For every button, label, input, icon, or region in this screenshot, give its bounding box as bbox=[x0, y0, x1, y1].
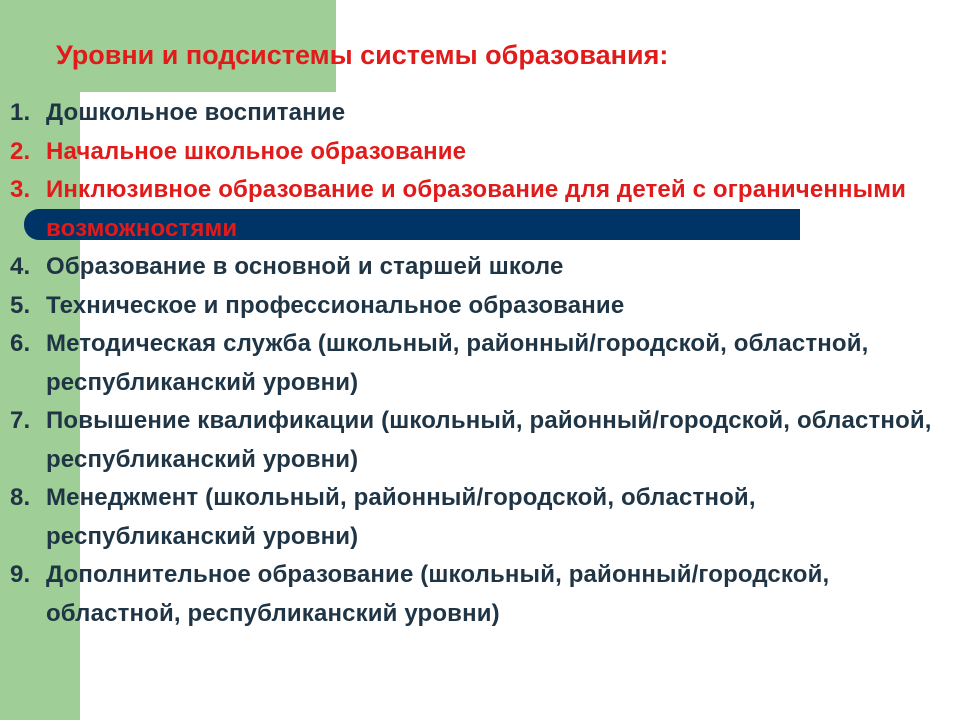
list-item-text: Менеджмент (школьный, районный/городской, областной, республиканский уровни) bbox=[46, 484, 756, 550]
list-item-text: Методическая служба (школьный, районный/городской, областной, республиканский уровни) bbox=[46, 330, 869, 396]
list-item-text: Техническое и профессиональное образование bbox=[46, 291, 625, 319]
list-item-8 bbox=[10, 479, 950, 556]
list-item-text: Повышение квалификации (школьный, районный/городской, областной, республиканский уровни) bbox=[46, 407, 932, 473]
list-item-text: Дошкольное воспитание bbox=[46, 99, 346, 126]
list-item-number: 1. bbox=[10, 99, 31, 126]
list-item-6 bbox=[10, 325, 950, 402]
list-item-7 bbox=[10, 402, 950, 479]
list-item-text: Дополнительное образование (школьный, районный/городской, областной, республиканский уровни) bbox=[46, 561, 830, 627]
list-item-number: 7. bbox=[10, 407, 31, 434]
list-item-text: Начальное школьное образование bbox=[46, 137, 467, 165]
list-item-text: Образование в основной и старшей школе bbox=[46, 253, 564, 280]
levels-list bbox=[10, 94, 950, 633]
list-item-number: 5. bbox=[10, 291, 31, 319]
list-item-number: 8. bbox=[10, 484, 31, 511]
list-item-1 bbox=[10, 94, 950, 133]
list-item-number: 9. bbox=[10, 561, 31, 588]
list-item-number: 4. bbox=[10, 253, 31, 280]
list-item-9 bbox=[10, 556, 950, 633]
list-item-text: Инклюзивное образование и образование для детей с ограниченными возможностями bbox=[46, 176, 907, 242]
list-item-number: 6. bbox=[10, 330, 31, 357]
slide-title: Уровни и подсистемы системы образования: bbox=[56, 40, 669, 70]
list-item-4 bbox=[10, 248, 950, 287]
list-item-2 bbox=[10, 133, 950, 172]
list-item-3 bbox=[10, 171, 950, 248]
list-item-number: 2. bbox=[10, 137, 31, 165]
list-item-number: 3. bbox=[10, 176, 31, 203]
list-item-5 bbox=[10, 287, 950, 326]
